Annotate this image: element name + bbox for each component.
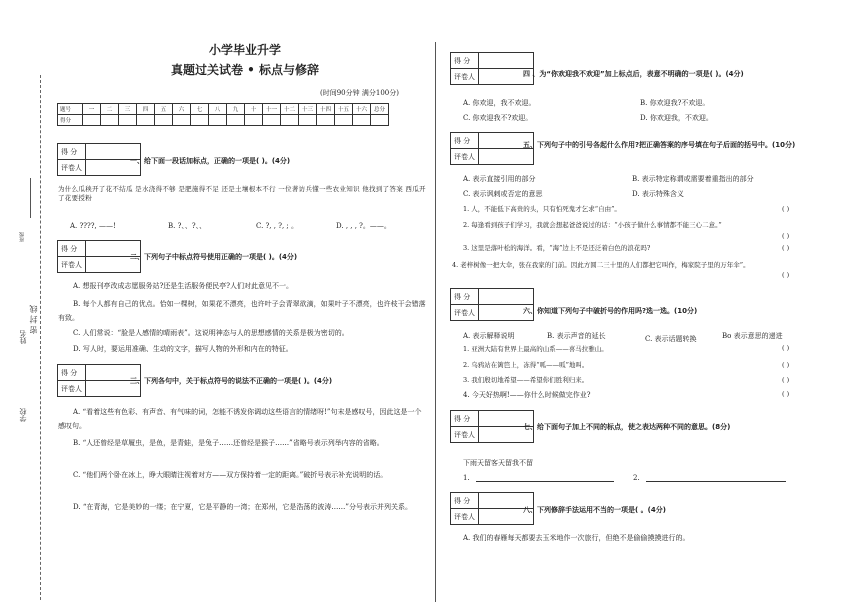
section2-option-c[interactable]: C. 人们常说：“脸是人感情的晴雨表”。这说明神态与人的思想感情的关系是极为密切的。	[73, 329, 349, 337]
grid-cell: 得分	[58, 115, 83, 126]
grid-input-cell[interactable]	[173, 115, 191, 126]
grid-cell: 六	[173, 104, 191, 115]
grid-input-cell[interactable]	[155, 115, 173, 126]
grader-label: 评卷人	[451, 69, 479, 85]
section8-option-a[interactable]: A. 我们的春雁每天都要去玉米地作一次旅行，但绝不是偷偷摸摸进行的。	[463, 534, 690, 542]
section6-bracket-4[interactable]: ( )	[782, 390, 790, 398]
grader-label: 评卷人	[451, 509, 479, 525]
grid-cell: 十三	[299, 104, 317, 115]
section1-option-d[interactable]: D. , , , ?。——。	[336, 222, 391, 230]
section5-score-box	[450, 132, 534, 165]
seal-line-label: 密 封 线	[29, 305, 38, 335]
section6-item-4: 4. 今天好热啊!——你什么时候做完作业?	[463, 391, 591, 399]
grid-cell: 十	[245, 104, 263, 115]
section5-option-b[interactable]: B. 表示特定称谓或需要着重指出的部分	[632, 175, 754, 183]
section6-item-1: 1. 亚洲大陆有世界上最高的山系——喜马拉雅山。	[463, 345, 608, 353]
grid-cell: 九	[227, 104, 245, 115]
grader-label: 评卷人	[451, 305, 479, 321]
grid-input-cell[interactable]	[191, 115, 209, 126]
grid-input-cell[interactable]	[227, 115, 245, 126]
section8-title: 八、下列修辞手法运用不当的一项是( 。(4分)	[523, 506, 666, 514]
score-label: 得 分	[58, 365, 86, 381]
school-label: 学校	[19, 408, 27, 422]
grid-cell: 七	[191, 104, 209, 115]
section5-item-2: 2. 每逢看到孩子们学习，我就会想起爸爸说过的话：“小孩子做什么事情都不能三心二意。”	[463, 221, 722, 229]
section5-bracket-1[interactable]: ( )	[782, 205, 790, 213]
class-label: 班级	[19, 232, 25, 242]
grid-input-cell[interactable]	[245, 115, 263, 126]
score-input[interactable]	[479, 53, 534, 69]
grid-input-cell[interactable]	[137, 115, 155, 126]
section5-option-c[interactable]: C. 表示讽刺或否定的意思	[463, 190, 543, 198]
score-label: 得 分	[451, 53, 479, 69]
grid-cell: 十五	[335, 104, 353, 115]
section4-title: 四 、为“你欢迎我不欢迎”加上标点后，表意不明确的一项是( )。(4分)	[523, 70, 744, 78]
grid-input-cell[interactable]	[101, 115, 119, 126]
section1-option-c[interactable]: C. ?, , ?, ; 。	[256, 222, 298, 230]
grader-label: 评卷人	[451, 427, 479, 443]
score-label: 得 分	[451, 411, 479, 427]
section1-score-box	[57, 143, 141, 176]
grid-input-cell[interactable]	[83, 115, 101, 126]
grid-input-cell[interactable]	[209, 115, 227, 126]
section6-bracket-1[interactable]: ( )	[782, 344, 790, 352]
section7-answer-line-2[interactable]	[646, 481, 786, 482]
name-label: 姓名	[19, 330, 27, 344]
section1-title: 一、给下面一段话加标点，正确的一项是( )。(4分)	[130, 157, 291, 165]
score-label: 得 分	[451, 289, 479, 305]
score-grid-score-row	[58, 115, 389, 126]
section3-option-c[interactable]: C. “他们两个卧在冰上，睁大眼睛注视着对方——双方保持着一定的距离。”破折号表示补充说明的话。	[73, 471, 388, 479]
section5-option-a[interactable]: A. 表示直接引用的部分	[463, 175, 536, 183]
page-title: 小学毕业升学	[208, 43, 281, 57]
section4-option-a[interactable]: A. 你欢迎，我不欢迎。	[463, 99, 536, 107]
score-grid	[57, 103, 389, 126]
section6-title: 六、你知道下列句子中破折号的作用吗?选一选。(10分)	[523, 307, 698, 315]
section3-option-a[interactable]: A. “看着这些有色彩、有声音、有气味的词，怎能不诱发你调动这些语言的情绪呀!”句末是感叹号，因此这是一个感叹句。	[58, 408, 422, 430]
score-label: 得 分	[451, 133, 479, 149]
section6-option-b[interactable]: B. 表示声音的延长	[547, 332, 606, 340]
section6-bracket-3[interactable]: ( )	[782, 376, 790, 384]
time-info: (时间90分钟 满分100分)	[320, 89, 399, 97]
section6-option-c[interactable]: C. 表示话题转换	[645, 335, 697, 343]
score-label: 得 分	[58, 144, 86, 160]
grader-label: 评卷人	[58, 381, 86, 397]
section5-item-4: 4. 老梓树像一把大伞，张在我家的门前。因此方圆二三十里的人们都把它叫作，梅家院子里的万年伞”。	[452, 261, 750, 269]
section2-score-box	[57, 240, 141, 273]
grid-cell: 十六	[353, 104, 371, 115]
section5-option-d[interactable]: D. 表示特殊含义	[632, 190, 684, 198]
section6-score-box	[450, 288, 534, 321]
section2-option-d[interactable]: D. 写人时，要运用准确、生动的文字，描写人物的外形和内在的特征。	[73, 345, 293, 353]
section5-item-1: 1. 人，不能低下高贵的头，只有怕死鬼才乞求“自由”。	[463, 205, 621, 213]
section3-option-b[interactable]: B. “人还曾经是草履虫，是鱼，是青蛙，是兔子……还曾经是猴子……”省略号表示列举内容的省略。	[73, 439, 384, 447]
section1-option-b[interactable]: B. ?、、?、、	[168, 222, 207, 230]
binding-dashed-line	[40, 75, 42, 600]
section2-option-a[interactable]: A. 想报刊亭改成志愿服务站?还是生活服务便民亭?人们对此意见不一。	[73, 282, 294, 290]
grid-input-cell[interactable]	[299, 115, 317, 126]
grid-input-cell[interactable]	[119, 115, 137, 126]
grid-cell: 十一	[263, 104, 281, 115]
section7-title: 七、给下面句子加上不同的标点，使之表达两种不同的意思。(8分)	[523, 423, 731, 431]
section6-option-d[interactable]: Bo 表示意思的递进	[722, 332, 783, 340]
column-divider	[435, 42, 436, 602]
grid-cell: 三	[119, 104, 137, 115]
section1-passage: 为什么瓜秧开了花不结瓜 是水浇得不够 是肥施得不足 还是土壤根本不行 一位著访兵懂一些农业知识 他找到了答案 西瓜开了花要授粉	[58, 185, 426, 202]
grid-input-cell[interactable]	[263, 115, 281, 126]
score-input[interactable]	[479, 289, 534, 305]
section6-item-3: 3. 我们殷切地希望——希望你们胜利归来。	[463, 376, 589, 384]
grader-label: 评卷人	[58, 257, 86, 273]
section3-title: 三、下列各句中，关于标点符号的说法不正确的一项是( )。(4分)	[130, 377, 333, 385]
section8-score-box	[450, 492, 534, 525]
section7-answer-label-2: 2.	[633, 474, 640, 482]
grid-cell: 二	[101, 104, 119, 115]
grid-cell: 总分	[371, 104, 389, 115]
binding-short-line	[30, 178, 31, 218]
section6-bracket-2[interactable]: ( )	[782, 361, 790, 369]
grid-cell: 题号	[58, 104, 83, 115]
section5-item-3: 3. 这里是落叶松的海洋。看，“海”边上不是还泛着白色的浪花吗?	[463, 244, 651, 252]
section7-answer-line-1[interactable]	[476, 481, 614, 482]
section5-bracket-3[interactable]: ( )	[782, 244, 790, 252]
section3-score-box	[57, 364, 141, 397]
section5-title: 五、下列句子中的引号各起什么作用?把正确答案的序号填在句子后面的括号中。(10分)	[523, 141, 796, 149]
grader-label: 评卷人	[58, 160, 86, 176]
grader-label: 评卷人	[451, 149, 479, 165]
grid-input-cell[interactable]	[335, 115, 353, 126]
grid-input-cell[interactable]	[353, 115, 371, 126]
score-label: 得 分	[58, 241, 86, 257]
grid-cell: 五	[155, 104, 173, 115]
grid-input-cell[interactable]	[317, 115, 335, 126]
section4-option-b[interactable]: B. 你欢迎我?不欢迎。	[640, 99, 710, 107]
score-label: 得 分	[451, 493, 479, 509]
section2-option-b[interactable]: B. 每个人都有自己的优点。恰如一棵树，如果花不漂亮，也许叶子会青翠欲滴，如果叶子不漂亮，也许枝干会错落有致。	[58, 300, 426, 322]
section4-option-d[interactable]: D. 你欢迎我，不欢迎。	[640, 114, 713, 122]
grid-cell: 一	[83, 104, 101, 115]
page-subtitle: 真题过关试卷 • 标点与修辞	[170, 63, 320, 77]
section7-sentence: 下雨天留客天留我不留	[463, 459, 533, 467]
grid-cell: 十二	[281, 104, 299, 115]
section7-score-box	[450, 410, 534, 443]
section4-score-box	[450, 52, 534, 85]
score-grid-header-row	[58, 104, 389, 115]
section7-answer-label-1: 1.	[463, 474, 470, 482]
grid-input-cell[interactable]	[371, 115, 389, 126]
grid-cell: 十四	[317, 104, 335, 115]
grid-cell: 四	[137, 104, 155, 115]
section5-bracket-4[interactable]: ( )	[782, 271, 790, 279]
section2-title: 二、下列句子中标点符号使用正确的一项是( )。(4分)	[130, 253, 298, 261]
section6-item-2: 2. 乌鸦站在篱笆上，冻得“呱——呱”地叫。	[463, 361, 589, 369]
section1-option-a[interactable]: A. ????, ——!	[70, 222, 116, 230]
section4-option-c[interactable]: C. 你欢迎我不?欢迎。	[463, 114, 533, 122]
section5-bracket-2[interactable]: ( )	[782, 232, 790, 240]
section3-option-d[interactable]: D. “在青海，它是美妙的一缕；在宁夏，它是平静的一湾；在郑州，它是浩荡的波涛……”分号表示并列关系。	[73, 503, 412, 511]
grid-cell: 八	[209, 104, 227, 115]
section6-option-a[interactable]: A. 表示解释说明	[463, 332, 515, 340]
grid-input-cell[interactable]	[281, 115, 299, 126]
